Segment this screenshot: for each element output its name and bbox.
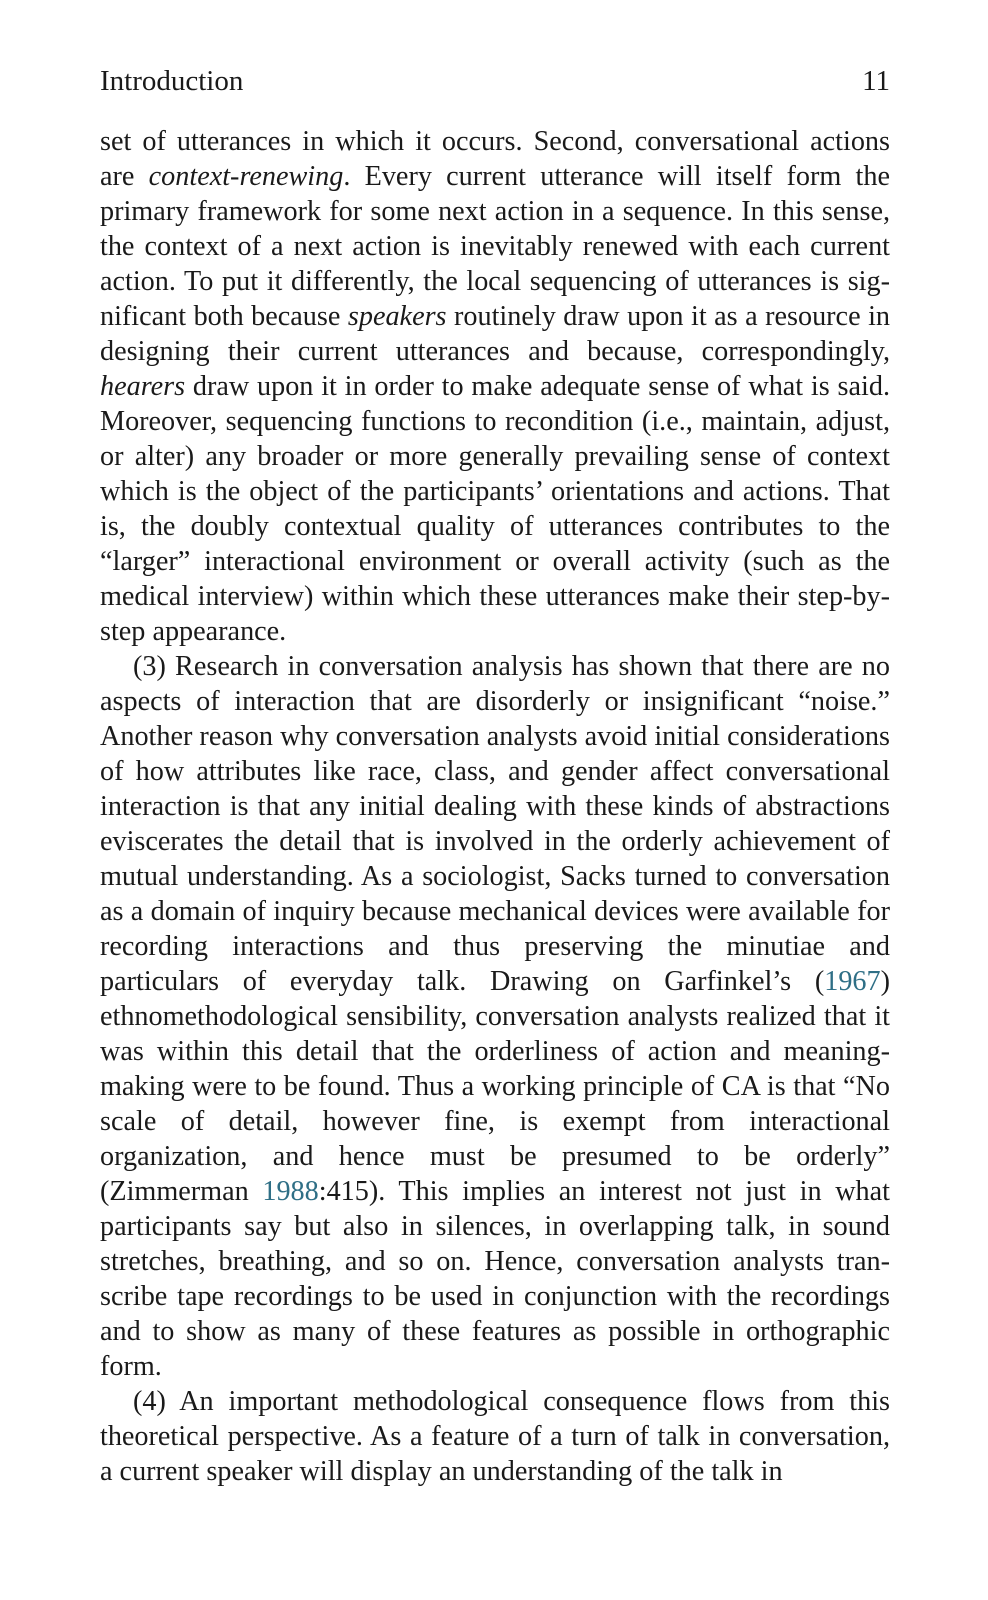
text-segment: (4) An important methodological consequence flows from this theoretical perspective. As a feature of a turn of talk in conversation, a current speaker will display an understanding of the talk in (100, 1386, 890, 1487)
text-segment: ) ethnomethodological sensibility, conversation analysts realized that it was within this detail that the orderliness of action and meaning-making were to be found. Thus a working principle of CA is that “No scale of detail, however fine, is exempt from interactional organization, and hence must be presumed to be orderly” (Zimmerman (100, 966, 890, 1207)
paragraph (100, 649, 890, 1384)
running-title: Introduction (100, 65, 244, 97)
body-text (100, 124, 890, 1489)
text-segment: (3) Research in conversation analysis has shown that there are no aspects of interaction that are disorderly or insignificant “noise.” Another reason why conversation analysts avoid initial considerations of how attributes like race, class, and gender affect conversational interaction is that any initial dealing with these kinds of abstractions eviscerates the detail that is involved in the orderly achievement of mutual understanding. As a sociologist, Sacks turned to conversation as a domain of inquiry because mechanical devices were available for recording interactions and thus preserving the minutiae and particulars of everyday talk. Drawing on Garfinkel’s ( (100, 651, 890, 997)
text-segment: . Every current utterance will itself form the primary framework for some next action in a sequence. In this sense, the context of a next action is inevitably renewed with each current action. To put it differently, the local sequencing of utterances is significant both because (100, 161, 890, 332)
emphasized-term: hearers (100, 371, 186, 402)
citation-year-link[interactable]: 1988 (262, 1176, 319, 1207)
text-segment: routinely draw upon it as a resource in designing their current utterances and because, correspondingly, (100, 301, 890, 367)
running-head (100, 62, 890, 100)
text-segment: set of utterances in which it occurs. Second, conversational actions are (100, 126, 890, 192)
paragraph (100, 124, 890, 649)
emphasized-term: context-renewing (148, 161, 344, 192)
paragraph (100, 1384, 890, 1489)
text-segment: :415). This implies an interest not just in what participants say but also in silences, in overlapping talk, in sound stretches, breathing, and so on. Hence, conversation analysts transcribe tape recordings to be used in conjunction with the recordings and to show as many of these features as possible in orthographic form. (100, 1176, 890, 1382)
citation-year-link[interactable]: 1967 (824, 966, 881, 997)
page-number: 11 (862, 65, 890, 97)
text-segment: draw upon it in order to make adequate sense of what is said. Moreover, sequencing functions to recondition (i.e., maintain, adjust, or alter) any broader or more generally prevailing sense of context which is the object of the participants’ orientations and actions. That is, the doubly contextual quality of utterances contributes to the “larger” interactional environment or overall activity (such as the medical interview) within which these utterances make their step-by-step appearance. (100, 371, 890, 647)
emphasized-term: speakers (347, 301, 447, 332)
